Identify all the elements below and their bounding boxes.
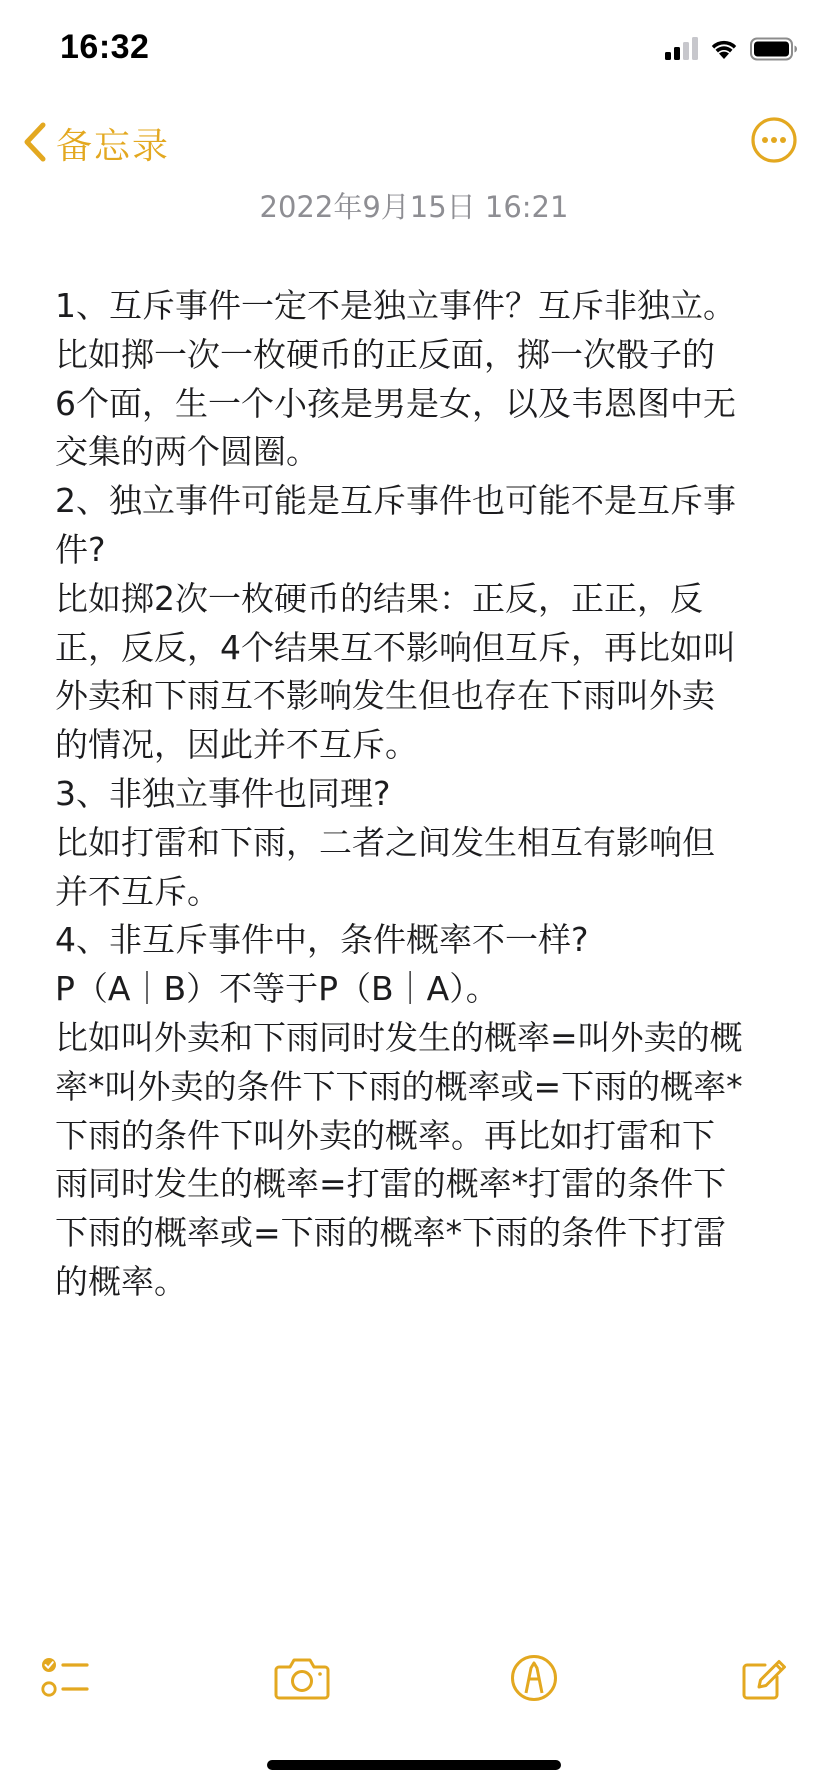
note-line: P（A｜B）不等于P（B｜A）。 [55, 969, 499, 1009]
note-date: 2022年9月15日 16:21 [259, 190, 569, 224]
note-line: 2、独立事件可能是互斥事件也可能不是互斥事 [55, 481, 736, 521]
note-line: 外卖和下雨互不影响发生但也存在下雨叫外卖 [55, 676, 715, 716]
note-line: 雨同时发生的概率=打雷的概率*打雷的条件下 [55, 1164, 727, 1204]
bottom-toolbar [0, 1640, 828, 1720]
note-line: 的情况，因此并不互斥。 [55, 725, 418, 765]
markup-button[interactable] [504, 1650, 564, 1710]
checklist-icon [41, 1655, 91, 1705]
more-options-button[interactable] [750, 116, 798, 164]
note-body[interactable] [55, 282, 785, 1307]
note-line: 正，反反，4个结果互不影响但互斥，再比如叫 [55, 627, 736, 667]
compose-icon [739, 1653, 789, 1707]
note-line: 件? [55, 529, 106, 569]
note-line: 6个面，生一个小孩是男是女，以及韦恩图中无 [55, 383, 736, 423]
status-bar [0, 0, 828, 100]
note-line: 的概率。 [55, 1261, 187, 1301]
note-line: 下雨的概率或=下雨的概率*下雨的条件下打雷 [55, 1213, 727, 1253]
battery-icon [750, 37, 798, 65]
note-line: 3、非独立事件也同理? [55, 773, 391, 813]
note-line: 4、非互斥事件中，条件概率不一样? [55, 920, 589, 960]
status-time: 16:32 [60, 28, 150, 66]
camera-icon [274, 1656, 330, 1704]
back-button-label: 备忘录 [56, 126, 171, 167]
note-line: 比如打雷和下雨，二者之间发生相互有影响但 [55, 822, 715, 862]
chevron-left-icon [22, 121, 48, 167]
note-line: 率*叫外卖的条件下下雨的概率或=下雨的概率* [55, 1066, 743, 1106]
checklist-button[interactable] [36, 1650, 96, 1710]
ellipsis-circle-icon [750, 149, 798, 168]
note-line: 交集的两个圆圈。 [55, 432, 319, 472]
note-line: 1、互斥事件一定不是独立事件？互斥非独立。 [55, 286, 736, 325]
back-button[interactable] [22, 118, 170, 169]
note-line: 比如掷一次一枚硬币的正反面，掷一次骰子的 [55, 334, 715, 374]
note-line: 比如叫外卖和下雨同时发生的概率=叫外卖的概 [55, 1017, 743, 1057]
navigation-bar [0, 100, 828, 180]
cellular-signal-icon [664, 37, 698, 65]
status-icons [664, 36, 798, 66]
compose-button[interactable] [734, 1650, 794, 1710]
wifi-icon [708, 37, 740, 65]
home-indicator[interactable] [267, 1760, 561, 1770]
note-line: 下雨的条件下叫外卖的概率。再比如打雷和下 [55, 1115, 715, 1155]
note-line: 比如掷2次一枚硬币的结果：正反，正正，反 [55, 578, 703, 618]
note-line: 并不互斥。 [55, 871, 220, 911]
camera-button[interactable] [272, 1650, 332, 1710]
markup-pen-icon [509, 1653, 559, 1707]
